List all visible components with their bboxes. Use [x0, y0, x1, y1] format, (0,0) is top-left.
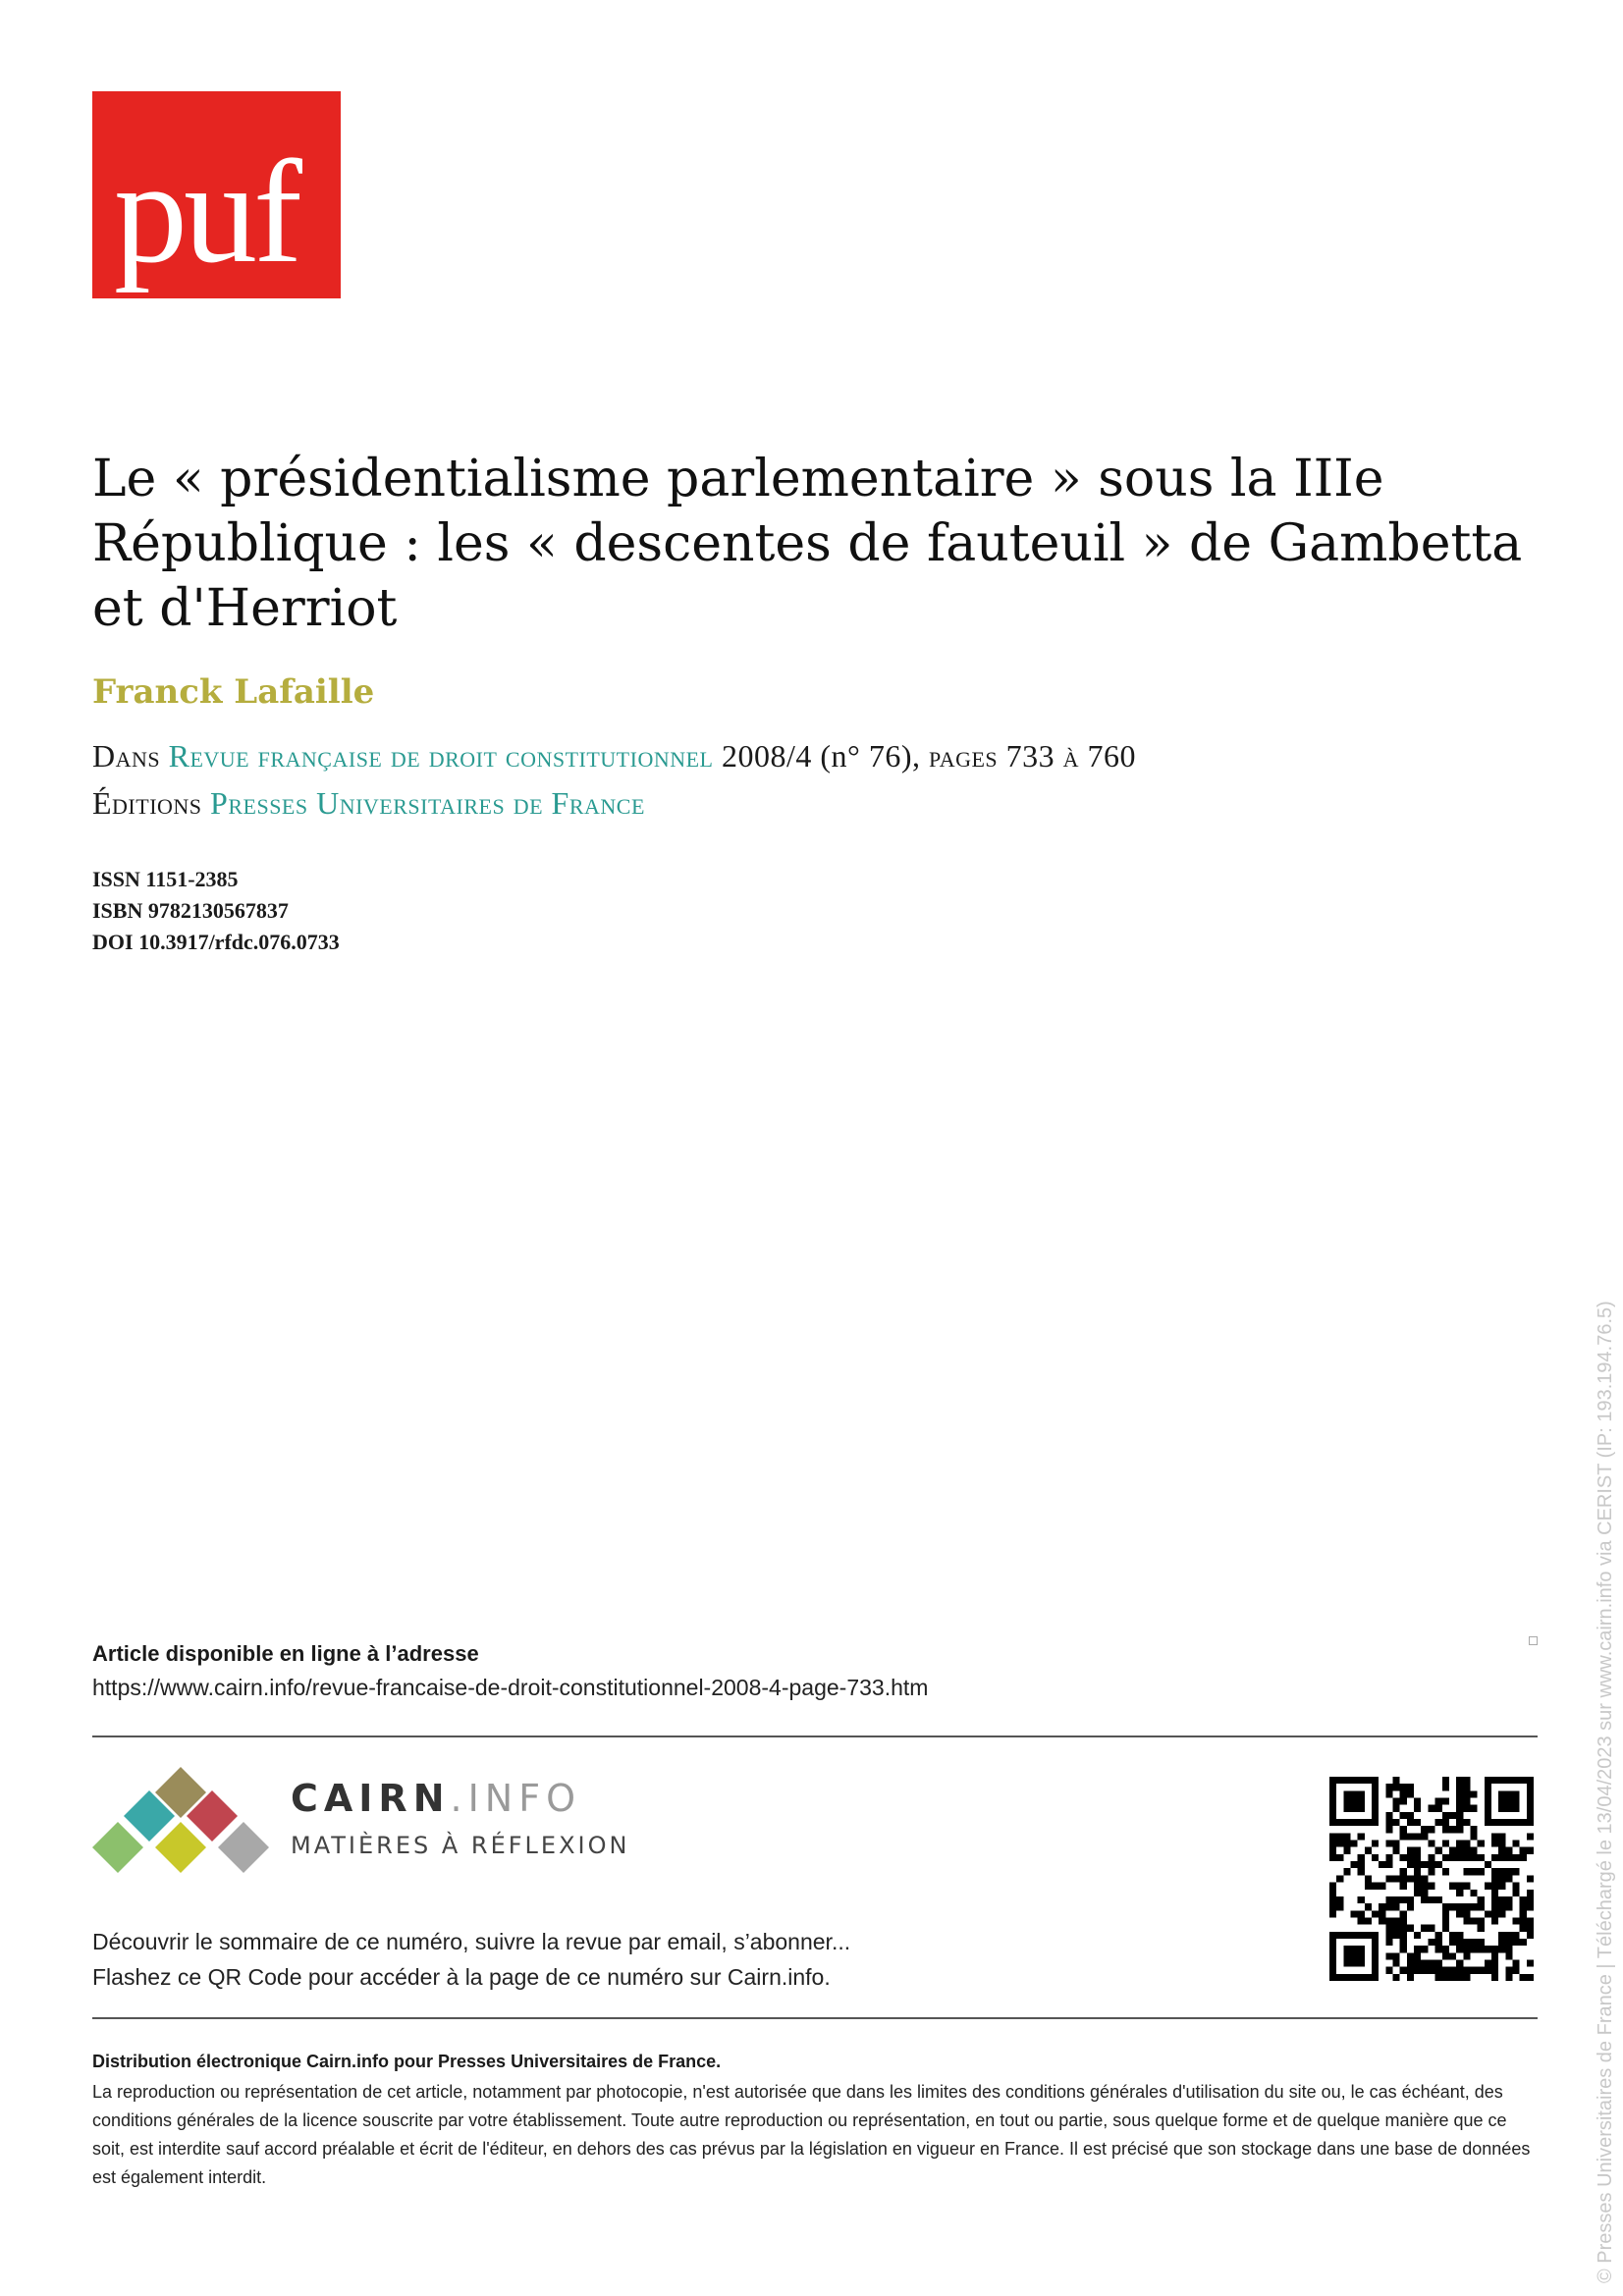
isbn-row: [92, 895, 340, 927]
distribution-heading: Distribution électronique Cairn.info pour Presses Universitaires de France.: [92, 2052, 722, 2071]
discover-line-1: Découvrir le sommaire de ce numéro, suivre la revue par email, s’abonner...: [92, 1929, 851, 1954]
dans-label: Dans: [92, 738, 161, 774]
journal-link[interactable]: Revue française de droit constitutionnel: [168, 738, 714, 774]
cairn-name-suffix: .INFO: [450, 1777, 581, 1820]
isbn-label: ISBN: [92, 898, 143, 923]
download-watermark: © Presses Universitaires de France | Téléchargé le 13/04/2023 sur www.cairn.info via CERIST (IP: 193.194.76.5): [1595, 1301, 1616, 2283]
logo-text: puf: [114, 131, 298, 294]
page-range: , pages 733 à 760: [912, 738, 1137, 774]
issue-number: 2008/4 (n° 76): [722, 738, 912, 774]
editions-label: Éditions: [92, 785, 202, 821]
discover-text: [92, 1924, 850, 1995]
article-url-link[interactable]: https://www.cairn.info/revue-francaise-de-droit-constitutionnel-2008-4-page-733.htm: [92, 1675, 929, 1700]
issn-value: 1151-2385: [145, 867, 239, 891]
issn-label: ISSN: [92, 867, 140, 891]
article-title: Le « présidentialisme parlementaire » sous la IIIe République : les « descentes de fauteuil » de Gambetta et d'Herriot: [92, 450, 1523, 638]
cairn-wordmark: [291, 1777, 581, 1820]
qr-code-icon[interactable]: [1329, 1777, 1534, 1981]
distribution-notice: La reproduction ou représentation de cet article, notamment par photocopie, n'est autorisée que dans les limites des conditions générales d'utilisation du site ou, le cas échéant, des conditions générales de la licence souscrite par votre établissement. Toute autre reproduction ou représentation, en tout ou partie, sous quelque forme et de quelque manière que ce soit, est interdite sauf accord préalable et écrit de l'éditeur, en dehors des cas prévus par la législation en vigueur en France. Il est précisé que son stockage dans une base de données est également interdit.: [92, 2082, 1531, 2187]
doi-value[interactable]: 10.3917/rfdc.076.0733: [138, 930, 340, 954]
issn-row: [92, 864, 340, 895]
isbn-value: 9782130567837: [147, 898, 289, 923]
publication-line: [92, 738, 1136, 774]
cairn-name-main: CAIRN: [291, 1777, 451, 1820]
doi-label: DOI: [92, 930, 134, 954]
puf-logo: [92, 91, 341, 298]
discover-line-2: Flashez ce QR Code pour accéder à la page de ce numéro sur Cairn.info.: [92, 1964, 831, 1990]
divider: [92, 1735, 1538, 1737]
identifiers: [92, 864, 340, 958]
cairn-tagline: MATIÈRES À RÉFLEXION: [291, 1832, 630, 1859]
publisher-line: [92, 785, 645, 822]
availability-label: Article disponible en ligne à l’adresse: [92, 1641, 479, 1666]
small-marker-icon: [1529, 1636, 1538, 1645]
divider: [92, 2017, 1538, 2019]
author-name[interactable]: Franck Lafaille: [92, 672, 375, 712]
publisher-link[interactable]: Presses Universitaires de France: [210, 785, 645, 821]
cairn-diamonds-icon: [92, 1767, 269, 1885]
doi-row: [92, 927, 340, 958]
